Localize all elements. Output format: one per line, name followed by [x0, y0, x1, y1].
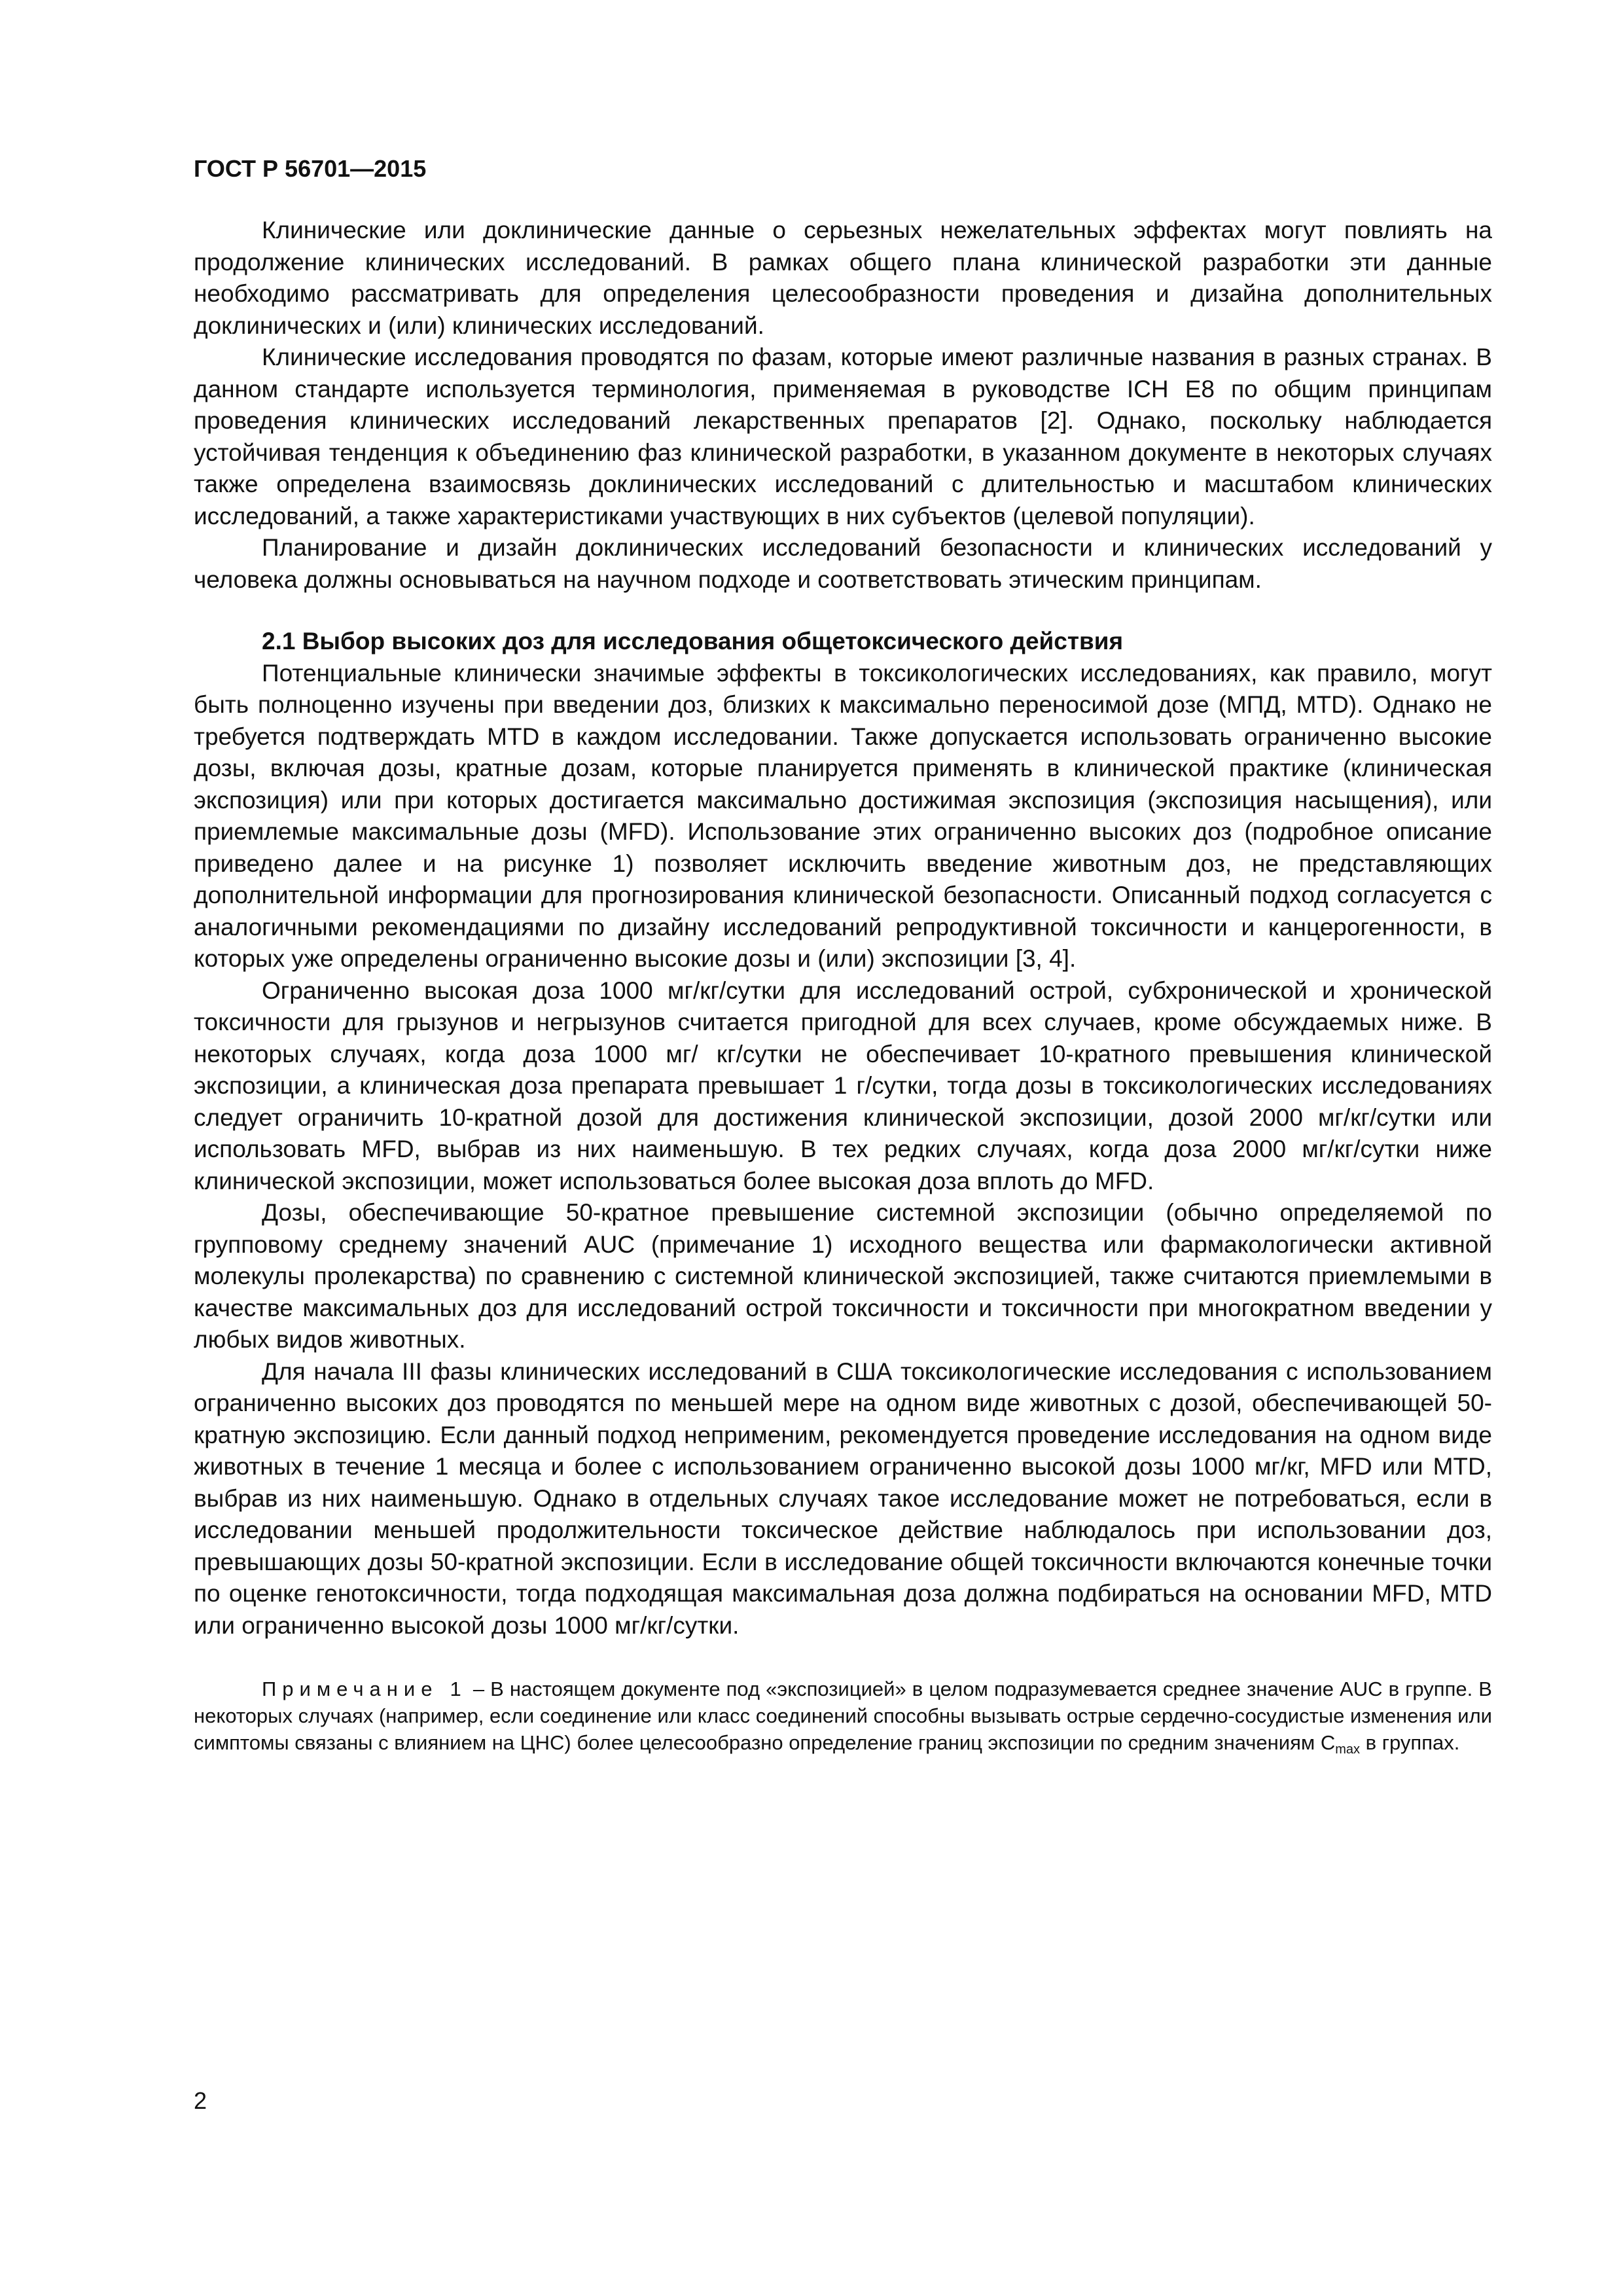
section-paragraph: Для начала III фазы клинических исследований в США токсикологические исследования с использованием ограниченно высоких доз проводятся по меньшей мере на одном виде животных с дозой, обеспечивающей 50-кратную экспозицию. Если данный подход неприменим, рекомендуется проведение исследования на одном виде животных в течение 1 месяца и более с использованием ограниченно высокой дозы 1000 мг/кг, MFD или MTD, выбрав из них наименьшую. Однако в отдельных случаях такое исследование может не потребоваться, если в исследовании меньшей продолжительности токсическое действие наблюдалось при использовании доз, превышающих дозы 50-кратной экспозиции. Если в исследование общей токсичности включаются конечные точки по оценке генотоксичности, тогда подходящая максимальная доза должна подбираться на основании MFD, MTD или ограниченно высокой дозы 1000 мг/кг/сутки.: [194, 1357, 1492, 1639]
section-paragraph: Дозы, обеспечивающие 50-кратное превышение системной экспозиции (обычно определяемой по групповому среднему значений AUC (примечание 1) исходного вещества или фармакологически активной молекулы пролекарства) по сравнению с системной клинической экспозицией, также считаются приемлемыми в качестве максимальных доз для исследований острой токсичности и токсичности при многократном введении у любых видов животных.: [194, 1199, 1492, 1353]
note-subscript: max: [1335, 1742, 1361, 1757]
note-tail: в группах.: [1360, 1731, 1460, 1754]
section-paragraph: Потенциальные клинически значимые эффекты в токсикологических исследованиях, как правило, могут быть полноценно изучены при введении доз, близких к максимально переносимой дозе (МПД, MTD). Однако не требуется подтверждать MTD в каждом исследовании. Также допускается использовать ограниченно высокие дозы, включая дозы, кратные дозам, которые планируется применять в клинической практике (клиническая экспозиция) или при которых достигается максимально достижимая экспозиция (экспозиция насыщения), или приемлемые максимальные дозы (MFD). Использование этих ограниченно высоких доз (подробное описание приведено далее и на рисунке 1) позволяет исключить введение животным доз, не представляющих дополнительной информации для прогнозирования клинической безопасности. Описанный подход согласуется с аналогичными рекомендациями по дизайну исследований репродуктивной токсичности и канцерогенности, в которых уже определены ограниченно высокие дозы и (или) экспозиции [3, 4].: [194, 659, 1492, 972]
document-body: [194, 215, 1492, 1763]
document-code-header: ГОСТ Р 56701—2015: [194, 155, 427, 182]
section-heading: 2.1 Выбор высоких доз для исследования общетоксического действия: [262, 628, 1124, 655]
note-text: – В настоящем документе под «экспозицией» в целом подразумевается среднее значение AUC в группе. В некоторых случаях (например, если соединение или класс соединений способны вызывать острые сердечно-сосудистые изменения или симптомы связаны с влиянием на ЦНС) более целесообразно определение границ экспозиции по средним значениям C: [194, 1677, 1492, 1754]
intro-paragraph: Клинические исследования проводятся по фазам, которые имеют различные названия в разных странах. В данном стандарте используется терминология, применяемая в руководстве ICH E8 по общим принципам проведения клинических исследований лекарственных препаратов [2]. Однако, поскольку наблюдается устойчивая тенденция к объединению фаз клинической разработки, в указанном документе в некоторых случаях также определена взаимосвязь доклинических исследований с длительностью и масштабом клинических исследований, а также характеристиками участвующих в них субъектов (целевой популяции).: [194, 344, 1492, 529]
intro-paragraph: Клинические или доклинические данные о серьезных нежелательных эффектах могут повлиять на продолжение клинических исследований. В рамках общего плана клинической разработки эти данные необходимо рассматривать для определения целесообразности проведения и дизайна дополнительных доклинических и (или) клинических исследований.: [194, 217, 1492, 339]
page-number: 2: [194, 2087, 207, 2114]
note-label: Примечание 1: [262, 1677, 467, 1700]
section-paragraph: Ограниченно высокая доза 1000 мг/кг/сутки для исследований острой, субхронической и хронической токсичности для грызунов и негрызунов считается пригодной для всех случаев, кроме обсуждаемых ниже. В некоторых случаях, когда доза 1000 мг/ кг/сутки не обеспечивает 10-кратного превышения клинической экспозиции, а клиническая доза препарата превышает 1 г/сутки, тогда дозы в токсикологических исследованиях следует ограничить 10-кратной дозой для достижения клинической экспозиции, дозой 2000 мг/кг/сутки или использовать MFD, выбрав из них наименьшую. В тех редких случаях, когда доза 2000 мг/кг/сутки ниже клинической экспозиции, может использоваться более высокая доза вплоть до MFD.: [194, 977, 1492, 1194]
note: [194, 1676, 1492, 1763]
intro-paragraph: Планирование и дизайн доклинических исследований безопасности и клинических исследований у человека должны основываться на научном подходе и соответствовать этическим принципам.: [194, 534, 1492, 593]
